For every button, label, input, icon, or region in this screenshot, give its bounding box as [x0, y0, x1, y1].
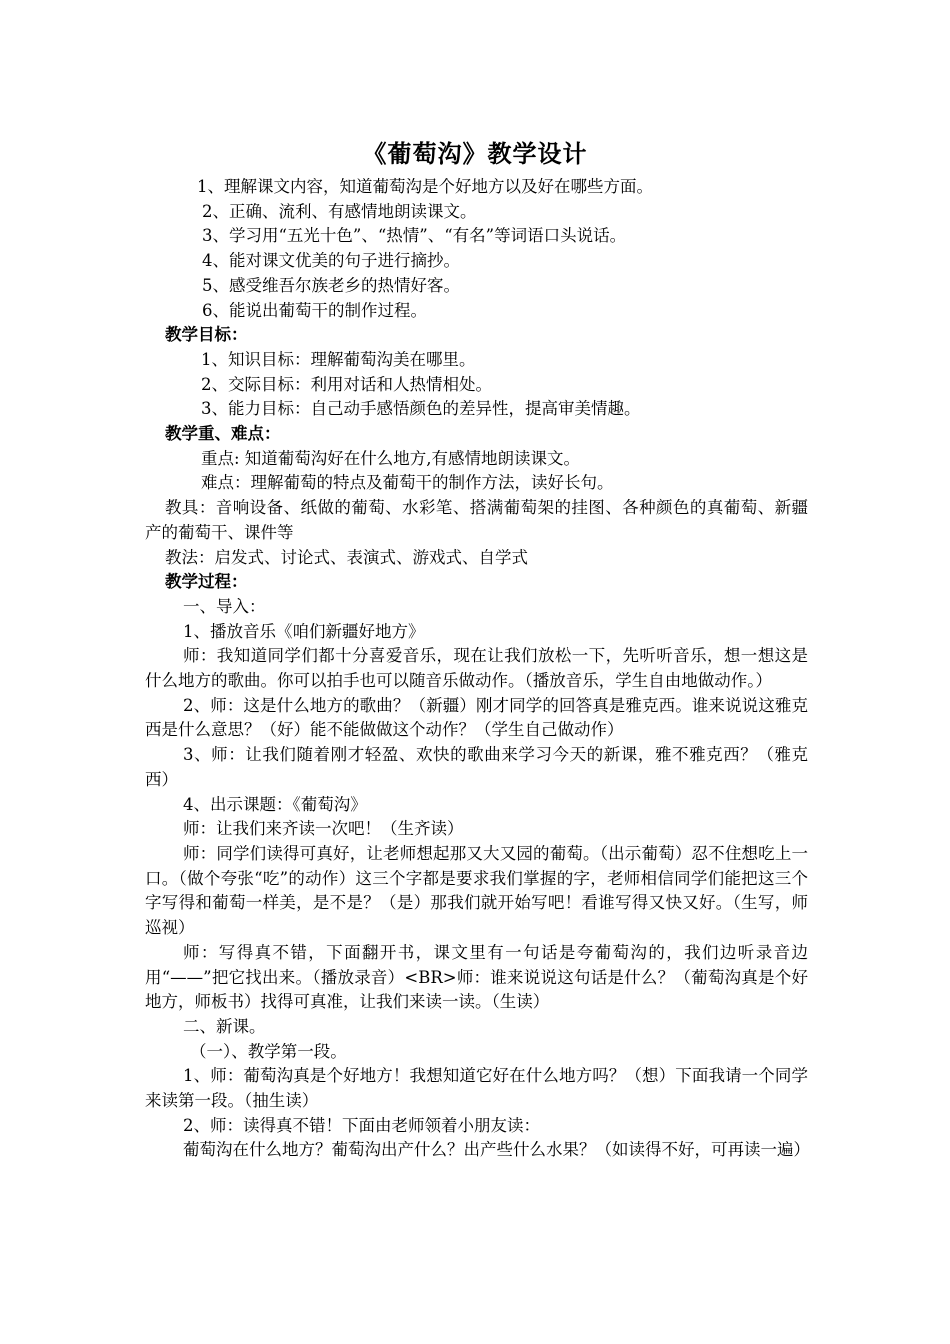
- process-paragraph: 4、出示课题：《葡萄沟》: [183, 794, 367, 814]
- key-difficult-heading: 教学重、难点：: [165, 424, 281, 444]
- process-paragraph: 2、师：读得真不错！下面由老师领着小朋友读：: [183, 1115, 540, 1135]
- document-title: 《葡萄沟》教学设计: [362, 140, 588, 168]
- objective-6: 6、能说出葡萄干的制作过程。: [202, 300, 427, 320]
- process-paragraph: （一）、教学第一段。: [190, 1041, 347, 1061]
- teaching-methods: 教法：启发式、讨论式、表演式、游戏式、自学式: [165, 547, 528, 567]
- document-body: [145, 175, 808, 1163]
- goal-2: 2、交际目标：利用对话和人热情相处。: [201, 374, 492, 394]
- process-paragraph: 师：我知道同学们都十分喜爱音乐，现在让我们放松一下，先听听音乐，想一想这是什么地方的歌曲。你可以拍手也可以随音乐做动作。（播放音乐，学生自由地做动作。）: [145, 646, 808, 691]
- process-paragraph: 一、导入：: [183, 596, 266, 616]
- objective-3: 3、学习用“五光十色”、“热情”、“有名”等词语口头说话。: [202, 226, 627, 246]
- key-point: 重点: 知道葡萄沟好在什么地方,有感情地朗读课文。: [201, 448, 581, 468]
- difficult-point: 难点：理解葡萄的特点及葡萄干的制作方法，读好长句。: [201, 473, 614, 493]
- process-paragraph: 二、新课。: [183, 1016, 266, 1036]
- process-heading: 教学过程：: [165, 572, 248, 592]
- process-paragraph: 1、师：葡萄沟真是个好地方！我想知道它好在什么地方吗？（想）下面我请一个同学来读第一段。（抽生读）: [145, 1066, 808, 1111]
- process-paragraph: 师：同学们读得可真好，让老师想起那又大又园的葡萄。（出示葡萄）忍不住想吃上一口。（做个夸张“吃”的动作）这三个字都是要求我们掌握的字，老师相信同学们能把这三个字写得和葡萄一样美，是不是？（是）那我们就开始写吧！看谁写得又快又好。（生写，师巡视）: [145, 843, 808, 938]
- process-paragraph: 葡萄沟在什么地方？葡萄沟出产什么？出产些什么水果？（如读得不好，可再读一遍）: [183, 1140, 810, 1160]
- process-paragraph: 师：让我们来齐读一次吧！（生齐读）: [183, 819, 464, 839]
- process-paragraph: 师：写得真不错，下面翻开书，课文里有一句话是夸葡萄沟的，我们边听录音边用“——”把它找出来。（播放录音）<BR>师：谁来说说这句话是什么？（葡萄沟真是个好地方，师板书）找得可真准，让我们来读一读。（生读）: [145, 942, 808, 1012]
- objective-1: 1、理解课文内容，知道葡萄沟是个好地方以及好在哪些方面。: [197, 177, 653, 196]
- goals-heading: 教学目标：: [165, 325, 248, 345]
- goal-1: 1、知识目标：理解葡萄沟美在哪里。: [201, 349, 476, 369]
- teaching-tools: 教具：音响设备、纸做的葡萄、水彩笔、搭满葡萄架的挂图、各种颜色的真葡萄、新疆产的葡萄干、课件等: [145, 498, 808, 542]
- process-paragraph: 1、播放音乐《咱们新疆好地方》: [183, 621, 425, 641]
- objective-4: 4、能对课文优美的句子进行摘抄。: [202, 251, 460, 271]
- goal-3: 3、能力目标：自己动手感悟颜色的差异性，提高审美情趣。: [201, 399, 641, 419]
- objective-5: 5、感受维吾尔族老乡的热情好客。: [202, 275, 460, 295]
- objective-2: 2、正确、流利、有感情地朗读课文。: [202, 201, 477, 221]
- process-paragraph: 2、师：这是什么地方的歌曲？（新疆）刚才同学的回答真是雅克西。谁来说说这雅克西是什么意思？（好）能不能做做这个动作？（学生自己做动作）: [145, 695, 808, 740]
- process-paragraph: 3、师：让我们随着刚才轻盈、欢快的歌曲来学习今天的新课，雅不雅克西？（雅克西）: [145, 745, 808, 789]
